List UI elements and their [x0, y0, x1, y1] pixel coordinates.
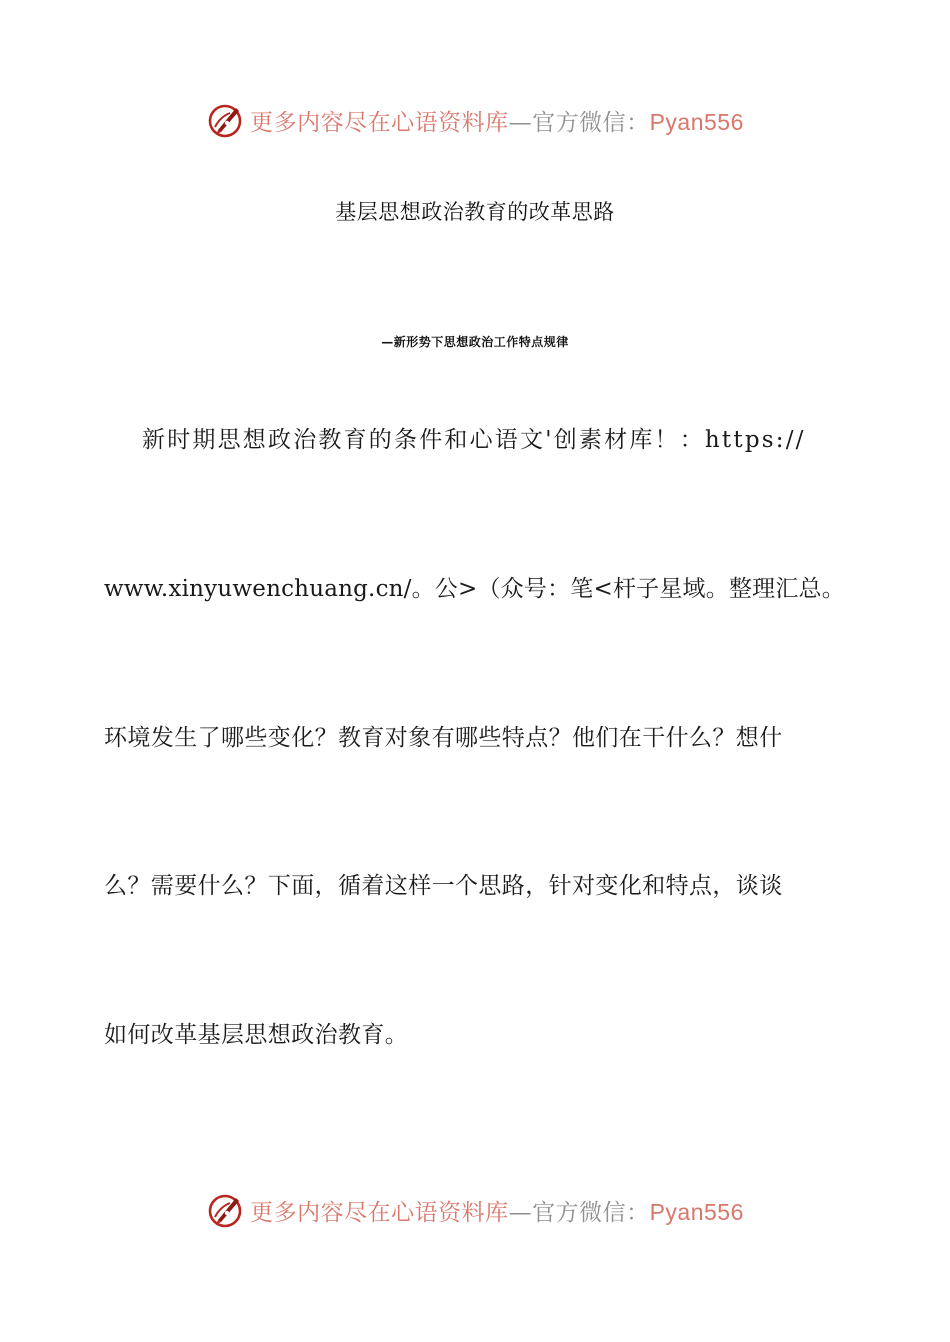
paragraph-line-1: 新时期思想政治教育的条件和心语文'创素材库！：https:// [142, 427, 806, 453]
paragraph-line-2: www.xinyuwenchuang.cn/。公>（众号：笔<杆子星域。整理汇总。 [104, 576, 845, 602]
paragraph-line-3: 环境发生了哪些变化？教育对象有哪些特点？他们在干什么？想什 [104, 725, 783, 751]
header-banner-dash: —官方微信： [508, 109, 650, 136]
document-subtitle: —新形势下思想政治工作特点规律 [381, 335, 569, 349]
paragraph-line-4: 么？需要什么？下面，循着这样一个思路，针对变化和特点，谈谈 [104, 873, 783, 899]
header-banner [0, 98, 950, 142]
pen-in-circle-icon [206, 101, 244, 139]
footer-banner-content [206, 1191, 744, 1229]
header-banner-main: 更多内容尽在心语资料库 [250, 109, 509, 136]
paragraph-line-5: 如何改革基层思想政治教育。 [104, 1022, 409, 1048]
document-title: 基层思想政治教育的改革思路 [335, 200, 615, 224]
footer-banner-main: 更多内容尽在心语资料库 [250, 1199, 509, 1226]
pen-in-circle-icon [206, 1191, 244, 1229]
header-banner-content [206, 101, 744, 139]
header-banner-wechat: Pyan556 [649, 108, 744, 135]
footer-banner-text [250, 1194, 744, 1227]
footer-banner [0, 1188, 950, 1232]
footer-banner-dash: —官方微信： [508, 1199, 650, 1226]
footer-banner-wechat: Pyan556 [649, 1198, 744, 1225]
header-banner-text [250, 104, 744, 137]
